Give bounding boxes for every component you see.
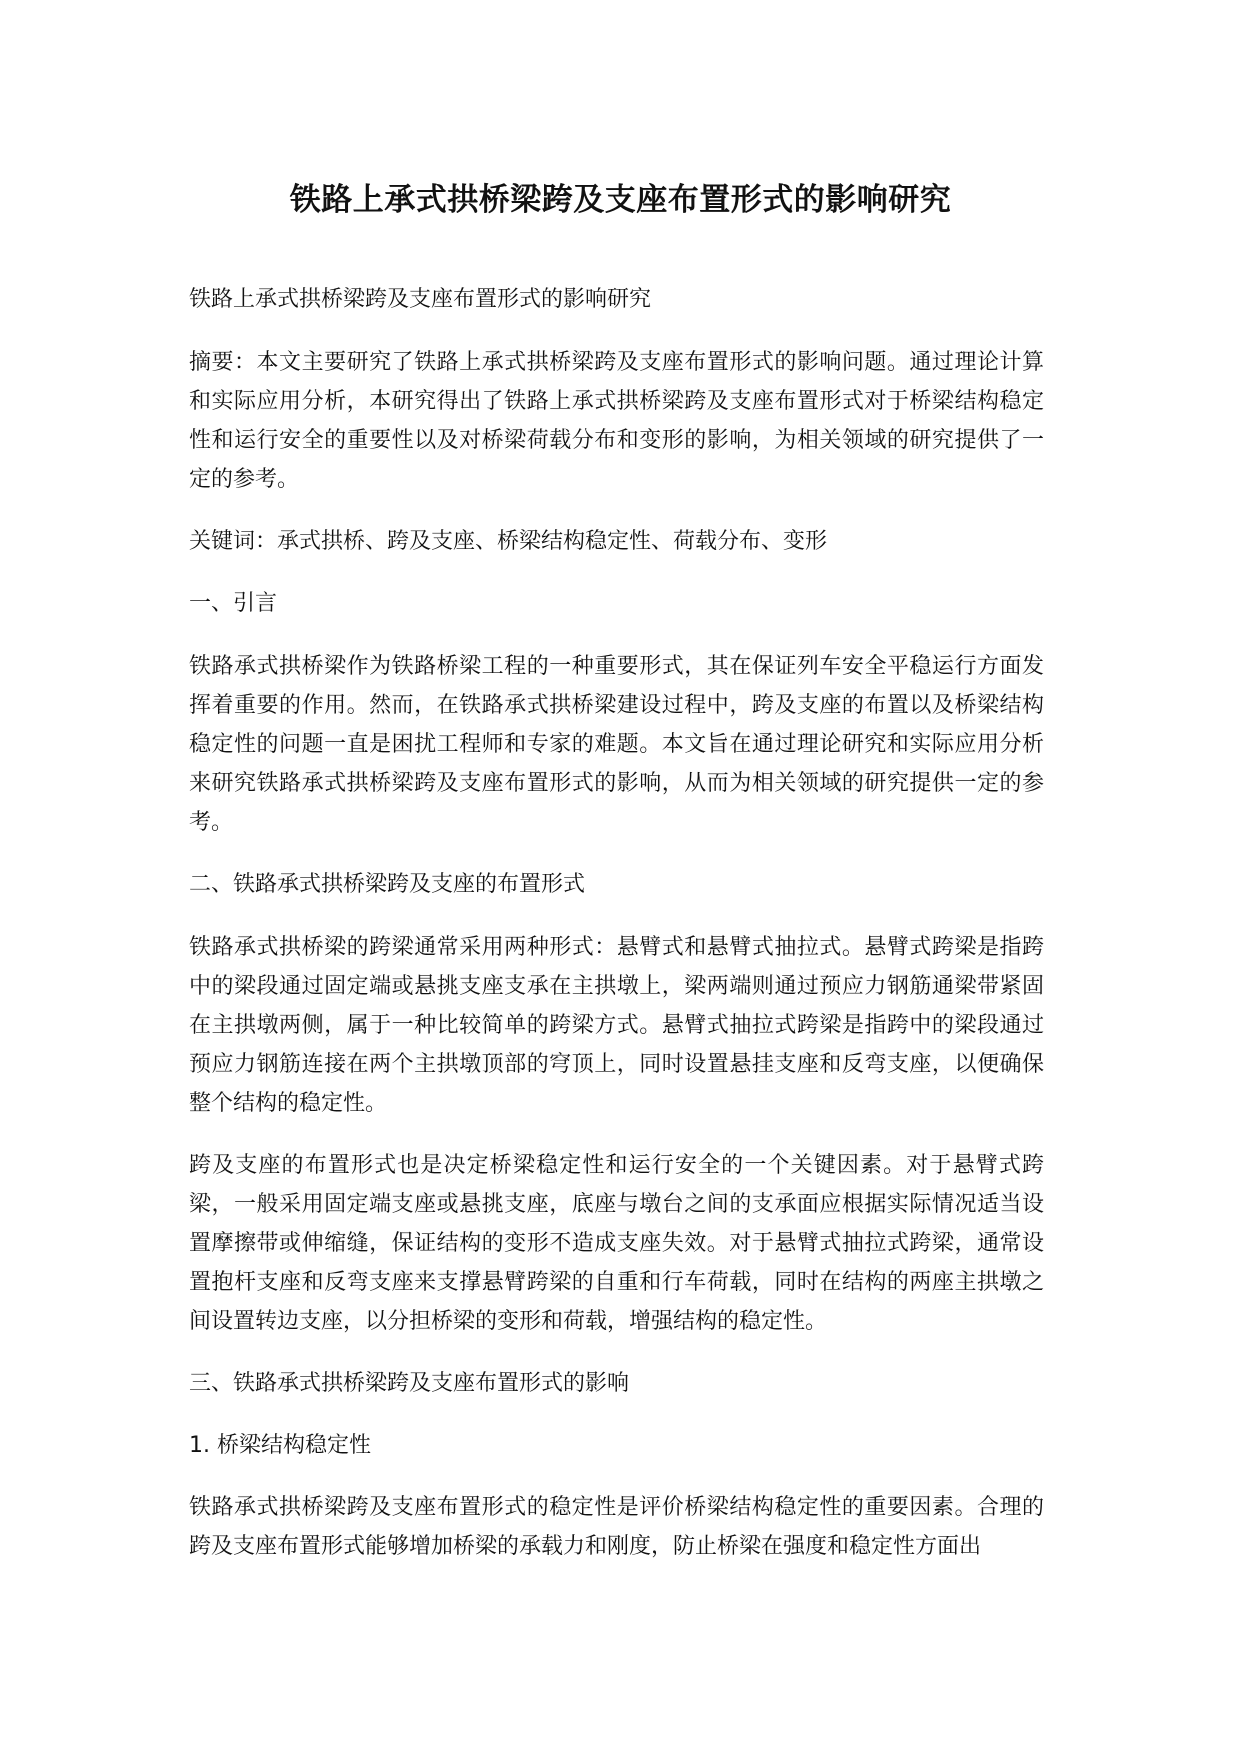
section-heading-introduction: 一、引言 [189,591,278,616]
layout-forms-paragraph-2: 跨及支座的布置形式也是决定桥梁稳定性和运行安全的一个关键因素。对于悬臂式跨梁，一般采用固定端支座或悬挑支座，底座与墩台之间的支承面应根据实际情况适当设置摩擦带或伸缩缝，保证结构的变形不造成支座失效。对于悬臂式抽拉式跨梁，通常设置抱杆支座和反弯支座来支撑悬臂跨梁的自重和行车荷载，同时在结构的两座主拱墩之间设置转边支座，以分担桥梁的变形和荷载，增强结构的稳定性。 [189,1153,1044,1334]
abstract-paragraph: 摘要：本文主要研究了铁路上承式拱桥梁跨及支座布置形式的影响问题。通过理论计算和实际应用分析，本研究得出了铁路上承式拱桥梁跨及支座布置形式对于桥梁结构稳定性和运行安全的重要性以及对桥梁荷载分布和变形的影响，为相关领域的研究提供了一定的参考。 [189,350,1044,492]
layout-forms-paragraph-1: 铁路承式拱桥梁的跨梁通常采用两种形式：悬臂式和悬臂式抽拉式。悬臂式跨梁是指跨中的梁段通过固定端或悬挑支座支承在主拱墩上，梁两端则通过预应力钢筋通梁带紧固在主拱墩两侧，属于一种比较简单的跨梁方式。悬臂式抽拉式跨梁是指跨中的梁段通过预应力钢筋连接在两个主拱墩顶部的穹顶上，同时设置悬挂支座和反弯支座，以便确保整个结构的稳定性。 [189,935,1044,1116]
stability-paragraph: 铁路承式拱桥梁跨及支座布置形式的稳定性是评价桥梁结构稳定性的重要因素。合理的跨及支座布置形式能够增加桥梁的承载力和刚度，防止桥梁在强度和稳定性方面出 [189,1495,1044,1559]
subsection-heading-stability: 1. 桥梁结构稳定性 [189,1433,371,1458]
section-heading-influence: 三、铁路承式拱桥梁跨及支座布置形式的影响 [189,1371,630,1396]
subtitle-paragraph: 铁路上承式拱桥梁跨及支座布置形式的影响研究 [189,287,652,312]
document-body [189,280,1044,1566]
keywords-paragraph: 关键词：承式拱桥、跨及支座、桥梁结构稳定性、荷载分布、变形 [189,529,828,554]
introduction-paragraph: 铁路承式拱桥梁作为铁路桥梁工程的一种重要形式，其在保证列车安全平稳运行方面发挥着重要的作用。然而，在铁路承式拱桥梁建设过程中，跨及支座的布置以及桥梁结构稳定性的问题一直是困扰工程师和专家的难题。本文旨在通过理论研究和实际应用分析来研究铁路承式拱桥梁跨及支座布置形式的影响，从而为相关领域的研究提供一定的参考。 [189,654,1044,835]
document-title: 铁路上承式拱桥梁跨及支座布置形式的影响研究 [289,182,952,218]
section-heading-layout-forms: 二、铁路承式拱桥梁跨及支座的布置形式 [189,872,586,897]
